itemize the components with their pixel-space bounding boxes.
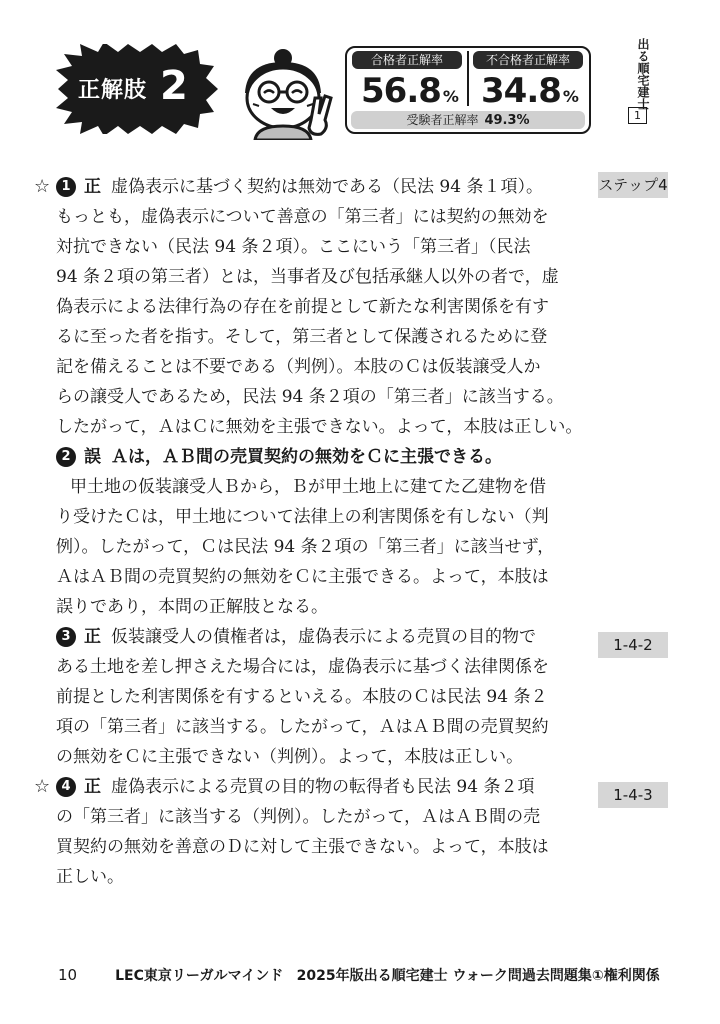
overall-rate — [351, 111, 585, 129]
text-line: 記を備えることは不要である（判例）。本肢のＣは仮装譲受人か — [56, 357, 541, 377]
reference-tag-1: ステップ4 — [598, 172, 668, 198]
text-line: 誤りであり，本問の正解肢となる。 — [56, 597, 328, 617]
text-line: 仮装譲受人の債権者は，虚偽表示による売買の目的物で — [111, 627, 536, 647]
overall-rate-label: 受験者正解率 — [406, 113, 479, 127]
text-line: 前提とした利害関係を有するといえる。本肢のＣは民法 94 条２ — [56, 687, 548, 707]
correct-rate-panel — [345, 46, 591, 134]
item-number: 1 — [56, 177, 76, 197]
text-line: 甲土地の仮装譲受人Ｂから，Ｂが甲土地上に建てた乙建物を借 — [70, 477, 546, 497]
answer-badge-number: 2 — [160, 63, 188, 109]
text-line: 正しい。 — [56, 867, 124, 887]
publisher-name: LEC東京リーガルマインド — [115, 968, 284, 984]
text-line: 虚偽表示による売買の目的物の転得者も民法 94 条２項 — [111, 777, 535, 797]
fail-rate-value: 34.8 % — [481, 71, 578, 111]
text-line: の無効をＣに主張できない（判例）。よって，本肢は正しい。 — [56, 747, 524, 767]
overall-rate-value: 49.3% — [484, 113, 530, 128]
text-line: り受けたＣは，甲土地について法律上の利害関係を有しない（判 — [56, 507, 549, 527]
item-number: 2 — [56, 447, 76, 467]
reference-tag-4: 1-4-3 — [598, 782, 668, 808]
fail-rate-percent: % — [562, 87, 578, 106]
text-line: 偽表示による法律行為の存在を前提として新たな利害関係を有す — [56, 297, 549, 317]
text-line: ＡはＡＢ間の売買契約の無効をＣに主張できる。よって，本肢は — [56, 567, 549, 587]
stats-divider — [467, 51, 469, 106]
star-mark: ☆ — [34, 176, 51, 197]
text-line: 例）。したがって，Ｃは民法 94 条２項の「第三者」に該当せず， — [56, 537, 555, 557]
text-line: 虚偽表示に基づく契約は無効である（民法 94 条１項）。 — [111, 177, 543, 197]
volume-number: 1 — [628, 107, 647, 124]
verdict-label: 誤 — [84, 447, 101, 467]
item-number: 4 — [56, 777, 76, 797]
pass-rate-label: 合格者正解率 — [352, 51, 462, 69]
item-number: 3 — [56, 627, 76, 647]
verdict-label: 正 — [84, 177, 101, 197]
text-line: もっとも，虚偽表示について善意の「第三者」には契約の無効を — [56, 207, 549, 227]
text-line: らの譲受人であるため，民法 94 条２項の「第三者」に該当する。 — [56, 387, 564, 407]
star-mark: ☆ — [34, 776, 51, 797]
item-4 — [34, 772, 594, 892]
text-line: るに至った者を指す。そして，第三者として保護されるために登 — [56, 327, 548, 347]
text-line: 94 条２項の第三者）とは，当事者及び包括承継人以外の者で，虚 — [56, 267, 559, 287]
verdict-label: 正 — [84, 777, 101, 797]
text-line: の「第三者」に該当する（判例）。したがって，ＡはＡＢ間の売 — [56, 807, 541, 827]
book-series-tab: 出る順宅建士 — [636, 38, 650, 110]
answer-badge-label: 正解肢 — [78, 78, 148, 103]
mascot-teacher-icon — [225, 48, 340, 140]
text-line: ある土地を差し押さえた場合には，虚偽表示に基づく法律関係を — [56, 657, 549, 677]
verdict-label: 正 — [84, 627, 101, 647]
text-line: したがって，ＡはＣに無効を主張できない。よって，本肢は正しい。 — [56, 417, 583, 437]
text-line: 対抗できない（民法 94 条２項）。ここにいう「第三者」（民法 — [56, 237, 531, 257]
fail-rate-label: 不合格者正解率 — [473, 51, 583, 69]
pass-rate-value: 56.8 % — [361, 71, 458, 111]
page-number: 10 — [58, 966, 78, 984]
item-3 — [34, 622, 594, 772]
explanation-body — [34, 172, 594, 892]
text-line: 買契約の無効を善意のＤに対して主張できない。よって，本肢は — [56, 837, 549, 857]
item-2 — [34, 442, 594, 622]
reference-tag-3: 1-4-2 — [598, 632, 668, 658]
page-footer — [58, 965, 660, 985]
item-1 — [34, 172, 594, 442]
text-line: 項の「第三者」に該当する。したがって，ＡはＡＢ間の売買契約 — [56, 717, 549, 737]
book-title: 2025年版出る順宅建士 ウォーク問過去問題集①権利関係 — [296, 968, 660, 984]
pass-rate-percent: % — [442, 87, 458, 106]
item-headline: Ａは，ＡＢ間の売買契約の無効をＣに主張できる。 — [111, 447, 502, 467]
